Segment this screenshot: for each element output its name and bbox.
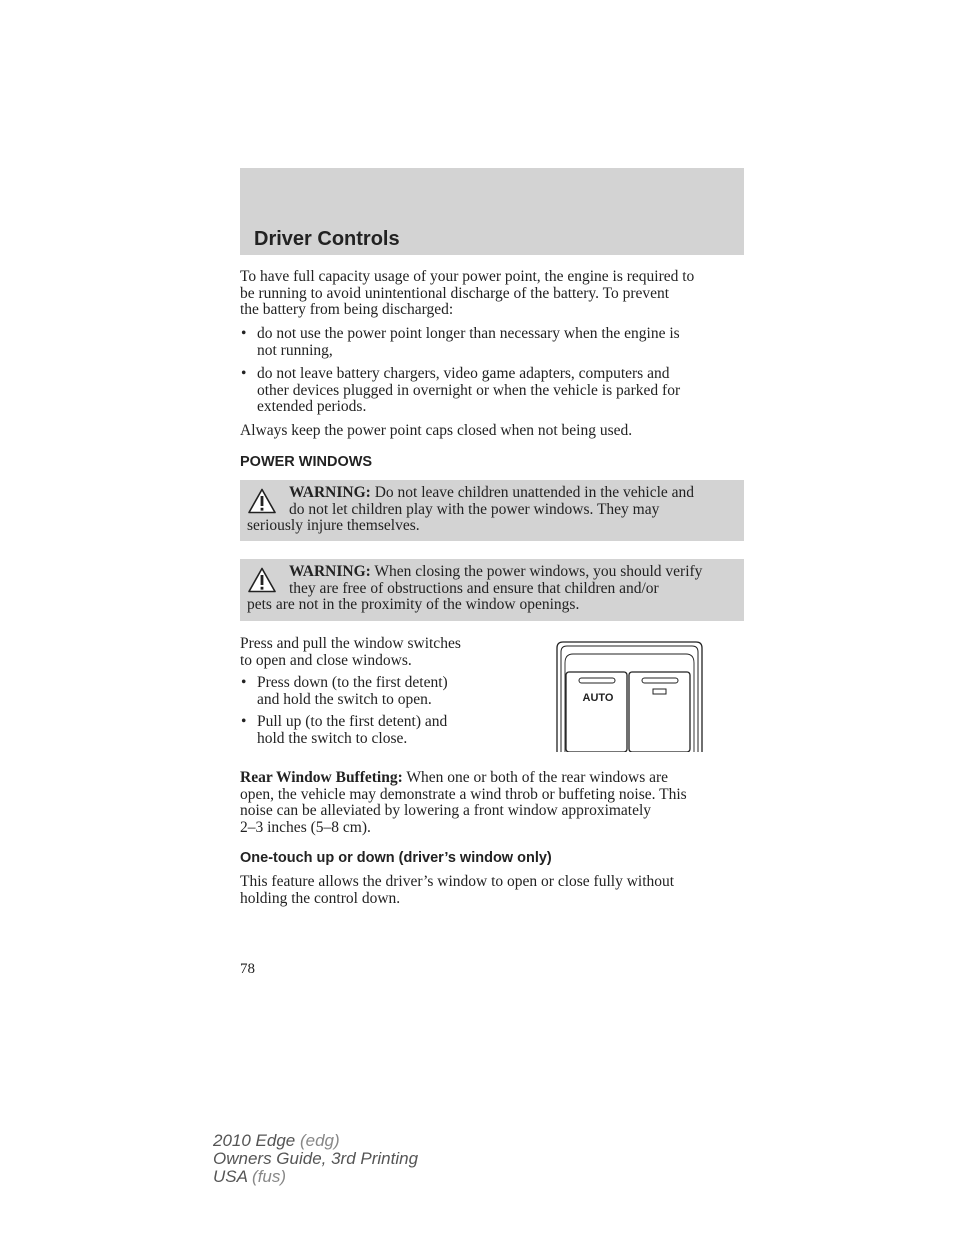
warning-label: WARNING: — [289, 484, 371, 501]
footer-model-code: (edg) — [295, 1131, 340, 1150]
text-line: noise can be alleviated by lowering a front window approximately — [240, 802, 652, 819]
bullet-icon: • — [241, 365, 247, 382]
auto-label: AUTO — [582, 692, 614, 704]
text-line: seriously injure themselves. — [247, 517, 420, 534]
text-line: This feature allows the driver’s window to open or close fully without — [240, 873, 675, 890]
text-line: pets are not in the proximity of the window openings. — [247, 596, 580, 613]
text-line: and hold the switch to open. — [257, 690, 432, 708]
window-switch-diagram — [556, 641, 703, 752]
power-windows-heading: POWER WINDOWS — [240, 454, 373, 470]
text-line: not running, — [257, 341, 333, 359]
section-title: Driver Controls — [254, 228, 400, 250]
text-line: 2–3 inches (5–8 cm). — [240, 818, 371, 836]
text-line: Press down (to the first detent) — [257, 674, 448, 691]
warning-label: WARNING: — [289, 563, 371, 580]
text-line: other devices plugged in overnight or when the vehicle is parked for — [257, 381, 681, 399]
bullet-icon: • — [241, 325, 247, 342]
one-touch-heading: One-touch up or down (driver’s window only) — [240, 850, 552, 866]
warning-box — [240, 559, 744, 621]
switch-paragraph — [240, 636, 520, 669]
footer-guide: Owners Guide, 3rd Printing — [213, 1149, 419, 1168]
text-line: When one or both of the rear windows are — [402, 769, 669, 786]
text-line: to open and close windows. — [240, 651, 412, 669]
footer-market: USA — [213, 1167, 248, 1186]
text-line: do not use the power point longer than necessary when the engine is — [257, 325, 680, 342]
footer-market-code: (fus) — [247, 1167, 287, 1186]
warning-text — [247, 485, 739, 535]
one-touch-paragraph — [240, 874, 746, 907]
text-line: extended periods. — [257, 398, 367, 415]
warning-text — [247, 564, 739, 614]
text-line: Do not leave children unattended in the vehicle and — [370, 484, 695, 501]
text-line: open, the vehicle may demonstrate a wind throb or buffeting noise. This — [240, 785, 687, 803]
text-line: do not leave battery chargers, video game adapters, computers and — [257, 365, 670, 382]
rear-buffeting-paragraph — [240, 770, 746, 836]
bullet-icon: • — [241, 713, 247, 730]
footer-imprint — [213, 1132, 418, 1186]
intro-paragraph — [240, 269, 746, 319]
text-line: Press and pull the window switches — [240, 635, 461, 652]
footer-model: 2010 Edge — [213, 1131, 296, 1150]
text-line: the battery from being discharged: — [240, 301, 454, 318]
text-line: hold the switch to close. — [257, 729, 408, 747]
text-line: be running to avoid unintentional discharge of the battery. To prevent — [240, 284, 670, 302]
text-line: they are free of obstructions and ensure that children and/or — [289, 579, 659, 597]
closing-paragraph: Always keep the power point caps closed when not being used. — [240, 422, 633, 439]
text-line: holding the control down. — [240, 889, 401, 907]
text-line: To have full capacity usage of your power point, the engine is required to — [240, 268, 695, 285]
warning-box — [240, 480, 744, 541]
text-line: Pull up (to the first detent) and — [257, 713, 448, 730]
bullet-icon: • — [241, 674, 247, 691]
text-line: do not let children play with the power windows. They may — [289, 500, 660, 518]
rear-buffeting-label: Rear Window Buffeting: — [240, 769, 403, 786]
page-number: 78 — [240, 961, 255, 977]
text-line: When closing the power windows, you should verify — [370, 563, 703, 580]
